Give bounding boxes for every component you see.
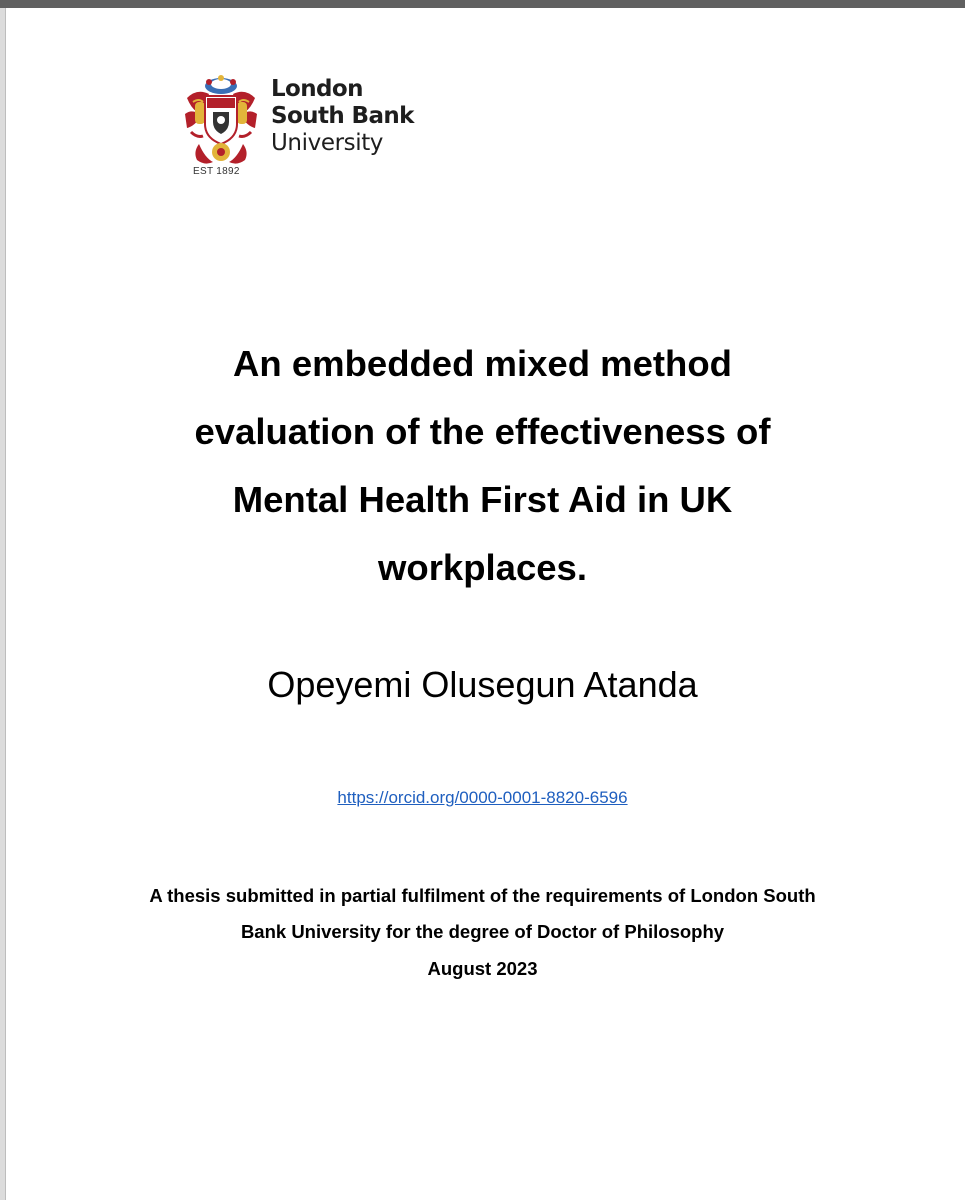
wordmark-university: University [271,130,384,156]
thesis-title-line-3: Mental Health First Aid in UK [232,479,733,520]
author-name: Opeyemi Olusegun Atanda [267,664,698,705]
university-logo [183,68,423,184]
thesis-title [80,330,885,602]
thesis-title-line-1: An embedded mixed method [233,343,732,384]
document-page [6,8,965,1200]
orcid-link[interactable]: https://orcid.org/0000-0001-8820-6596 [337,788,628,807]
thesis-title-line-4: workplaces. [378,547,587,588]
degree-statement [60,878,905,950]
submission-date: August 2023 [427,958,538,979]
established-year: EST 1892 [193,166,240,177]
university-crest-icon [183,72,259,168]
degree-statement-line-2: Bank University for the degree of Doctor of Philosophy [240,921,725,942]
degree-statement-line-1: A thesis submitted in partial fulfilment of the requirements of London South [149,885,816,906]
viewer-top-edge [0,0,965,8]
orcid-container [80,788,885,808]
thesis-title-line-2: evaluation of the effectiveness of [194,411,771,452]
wordmark-south-bank: South Bank [271,103,414,129]
wordmark-london: London [271,76,363,102]
university-wordmark [271,76,414,157]
